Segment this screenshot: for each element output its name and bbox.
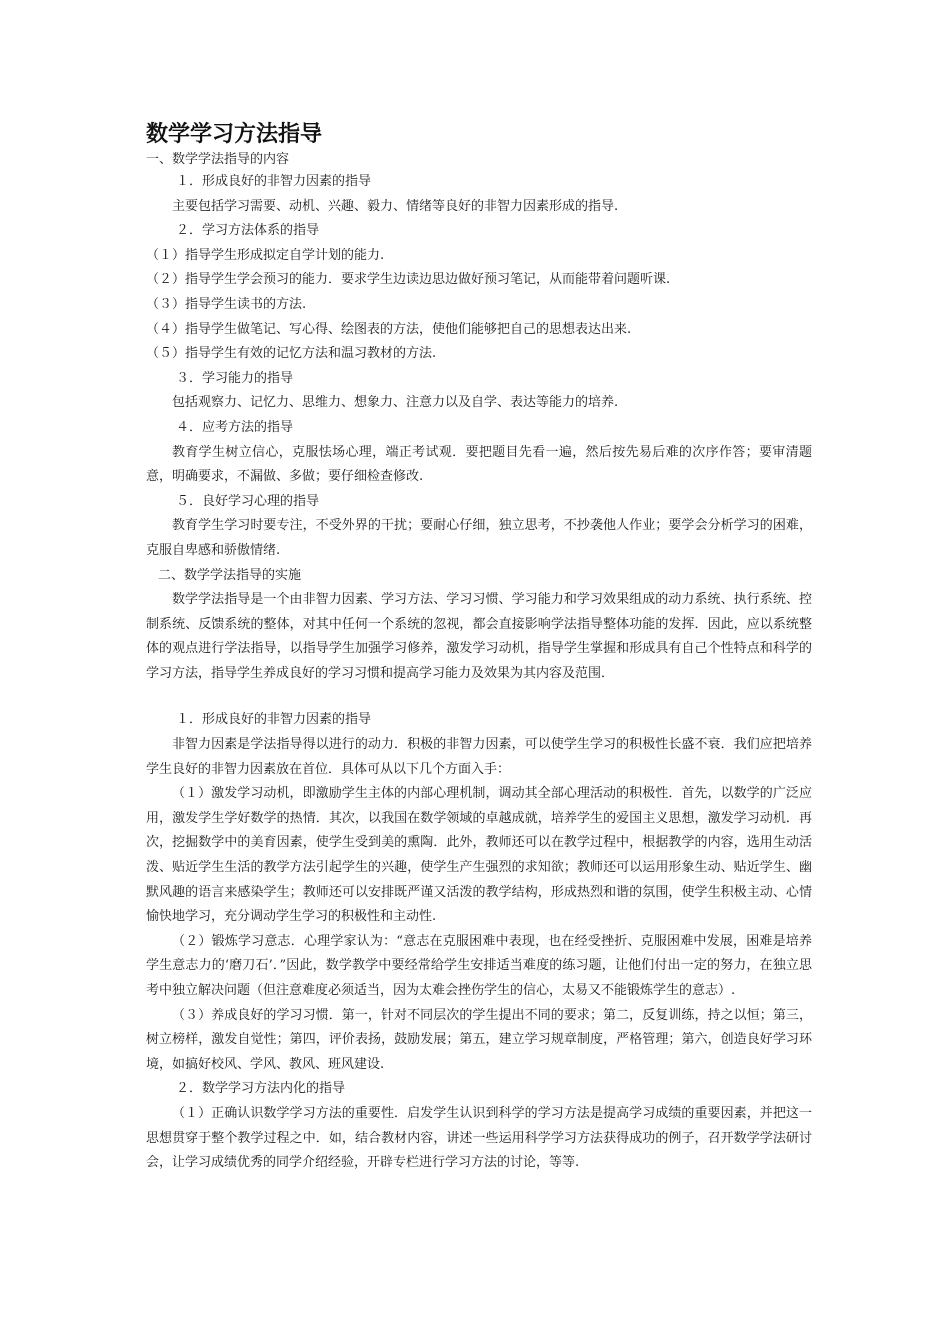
subsection-heading: ４．应考方法的指导	[176, 419, 294, 435]
subsection-heading: ２．学习方法体系的指导	[176, 223, 320, 239]
document-title: 数学学习方法指导	[146, 122, 323, 147]
list-item: （５）指导学生有效的记忆方法和温习教材的方法.	[146, 346, 437, 362]
paragraph: 数学学法指导是一个由非智力因素、学习方法、学习习惯、学习能力和学习效果组成的动力系统、执行系统、控制系统、反馈系统的整体，对其中任何一个系统的忽视，都会直接影响学法指导整体功能的发挥．因此，应以系统整体的观点进行学法指导，以指导学生加强学习修养，激发学习动机，指导学生掌握和形成具有自己个性特点和科学的学习方法，指导学生养成良好的学习习惯和提高学习能力及效果为其内容及范围．	[146, 592, 812, 681]
paragraph: （２）锻炼学习意志．心理学家认为：“意志在克服困难中表现，也在经受挫折、克服困难中发展，困难是培养学生意志力的‘磨刀石’．”因此，数学教学中要经常给学生安排适当难度的练习题，让他们付出一定的努力，在独立思考中独立解决问题（但注意难度必须适当，因为太难会挫伤学生的信心，太易又不能锻炼学生的意志）.	[146, 933, 812, 998]
document-page	[146, 118, 812, 1176]
subsection-heading: ５．良好学习心理的指导	[176, 493, 320, 509]
paragraph: （１）激发学习动机，即激励学生主体的内部心理机制，调动其全部心理活动的积极性．首先，以数学的广泛应用，激发学生学好数学的热情．其次，以我国在数学领域的卓越成就，培养学生的爱国主义思想，激发学习动机．再次，挖掘数学中的美育因素，使学生受到美的熏陶．此外，教师还可以在教学过程中，根据教学的内容，选用生动活泼、贴近学生生活的教学方法引起学生的兴趣，使学生产生强烈的求知欲；教师还可以运用形象生动、贴近学生、幽默风趣的语言来感染学生；教师还可以安排既严谨又活泼的教学结构，形成热烈和谐的氛围，使学生积极主动、心情愉快地学习，充分调动学生学习的积极性和主动性.	[146, 786, 812, 925]
paragraph: （３）养成良好的学习习惯．第一，针对不同层次的学生提出不同的要求；第二，反复训练，持之以恒；第三，树立榜样，激发自觉性；第四，评价表扬，鼓励发展；第五，建立学习规章制度，严格管理；第六，创造良好学习环境，如搞好校风、学风、教风、班风建设.	[146, 1007, 812, 1072]
list-item: （２）指导学生学会预习的能力．要求学生边读边思边做好预习笔记，从而能带着问题听课.	[146, 272, 671, 288]
paragraph: 教育学生树立信心，克服怯场心理，端正考试观．要把题目先看一遍，然后按先易后难的次序作答；要审清题意，明确要求，不漏做、多做；要仔细检查修改.	[146, 444, 812, 485]
paragraph: 主要包括学习需要、动机、兴趣、毅力、情绪等良好的非智力因素形成的指导.	[172, 198, 619, 214]
section-heading: 一、数学学法指导的内容	[146, 152, 290, 167]
paragraph: 包括观察力、记忆力、思维力、想象力、注意力以及自学、表达等能力的培养.	[172, 395, 619, 411]
subsection-heading: ２．数学学习方法内化的指导	[176, 1081, 346, 1097]
document-body	[146, 150, 812, 1176]
subsection-heading: ３．学习能力的指导	[176, 370, 294, 386]
list-item: （１）指导学生形成拟定自学计划的能力.	[146, 247, 385, 263]
list-item: （３）指导学生读书的方法.	[146, 296, 307, 312]
subsection-heading: １．形成良好的非智力因素的指导	[176, 712, 372, 728]
section-heading: 二、数学学法指导的实施	[158, 567, 302, 583]
subsection-heading: １．形成良好的非智力因素的指导	[176, 174, 372, 189]
paragraph: （１）正确认识数学学习方法的重要性．启发学生认识到科学的学习方法是提高学习成绩的重要因素，并把这一思想贯穿于整个教学过程之中．如，结合教材内容，讲述一些运用科学学习方法获得成功的例子，召开数学学法研讨会，让学习成绩优秀的同学介绍经验，开辟专栏进行学习方法的讨论，等等.	[146, 1105, 812, 1171]
blank-line	[146, 686, 812, 708]
paragraph: 非智力因素是学法指导得以进行的动力．积极的非智力因素，可以使学生学习的积极性长盛不衰．我们应把培养学生良好的非智力因素放在首位．具体可从以下几个方面入手：	[146, 737, 812, 777]
paragraph: 教育学生学习时要专注，不受外界的干扰；要耐心仔细，独立思考，不抄袭他人作业；要学会分析学习的困难，克服自卑感和骄傲情绪.	[146, 518, 812, 558]
list-item: （４）指导学生做笔记、写心得、绘图表的方法，使他们能够把自己的思想表达出来.	[146, 321, 632, 337]
